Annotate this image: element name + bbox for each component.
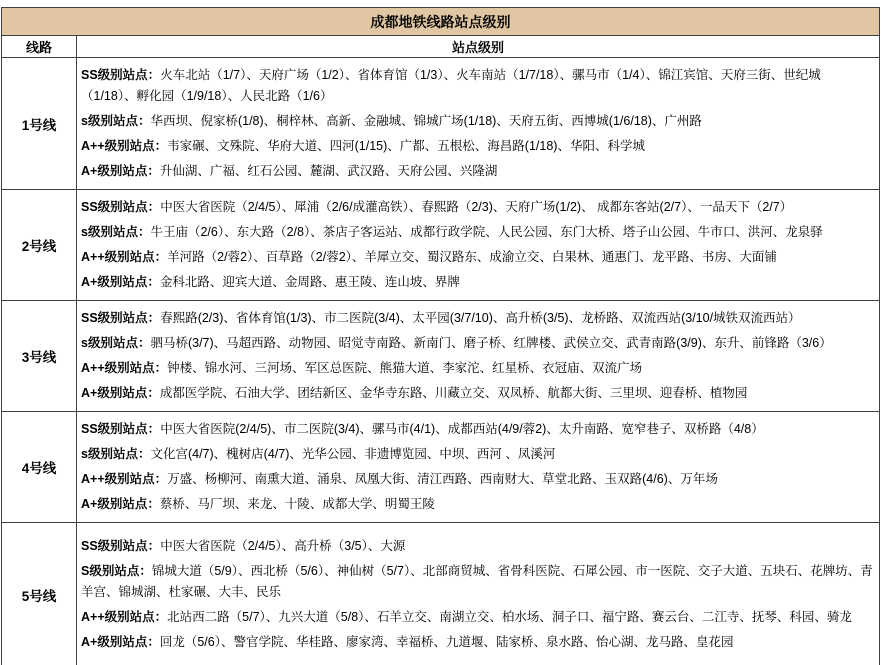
level-label: SS级别站点： — [81, 422, 161, 436]
station-list: 成都医学院、石油大学、团结新区、金华寺东路、川藏立交、双凤桥、航都大街、三里坝、迎春桥、植物园 — [159, 386, 748, 400]
line1-stations-cell — [77, 58, 880, 190]
line4-stations-cell — [77, 412, 880, 523]
level-group — [81, 308, 873, 329]
level-label: A+级别站点： — [81, 497, 160, 511]
level-group — [81, 607, 873, 628]
line5-stations-cell — [77, 523, 880, 665]
table-row-line3 — [2, 301, 880, 412]
level-group — [81, 197, 873, 218]
level-group — [81, 272, 873, 293]
level-label: A+级别站点： — [81, 635, 160, 649]
level-label: SS级别站点： — [81, 311, 161, 325]
table-title-row — [2, 8, 880, 36]
station-list: 韦家碾、文殊院、华府大道、四河(1/15)、广都、五根松、海昌路(1/18)、华阳、科学城 — [167, 139, 645, 153]
station-list: 北站西二路（5/7）、九兴大道（5/8）、石羊立交、南湖立交、柏水场、洞子口、福宁路、赛云台、二江寺、抚琴、科园、骑龙 — [167, 610, 852, 624]
table-title: 成都地铁线路站点级别 — [2, 8, 880, 36]
level-label: A+级别站点： — [81, 275, 160, 289]
level-group — [81, 136, 873, 157]
level-group — [81, 358, 873, 379]
level-label: SS级别站点： — [81, 200, 161, 214]
column-header-line: 线路 — [2, 36, 77, 58]
station-list: 万盛、杨柳河、南熏大道、涌泉、凤凰大街、清江西路、西南财大、草堂北路、玉双路(4/6)、万年场 — [167, 472, 718, 486]
level-label: S级别站点： — [81, 564, 152, 578]
level-label: s级别站点： — [81, 336, 151, 350]
line2-stations-cell — [77, 190, 880, 301]
level-label: s级别站点： — [81, 447, 151, 461]
table-row-line1 — [2, 58, 880, 190]
level-group — [81, 419, 873, 440]
line-name-3: 3号线 — [2, 301, 77, 412]
line3-stations-cell — [77, 301, 880, 412]
line-name-1: 1号线 — [2, 58, 77, 190]
level-group — [81, 444, 873, 465]
station-list: 金科北路、迎宾大道、金周路、惠王陵、连山坡、界牌 — [159, 275, 460, 289]
level-label: A++级别站点： — [81, 250, 168, 264]
level-label: A+级别站点： — [81, 386, 160, 400]
level-group — [81, 161, 873, 182]
station-list: 中医大省医院(2/4/5)、市二医院(3/4)、骡马市(4/1)、成都西站(4/9/蓉2)、太升南路、宽窄巷子、双桥路（4/8） — [160, 422, 764, 436]
level-label: A++级别站点： — [81, 361, 168, 375]
station-list: 升仙湖、广福、红石公园、麓湖、武汉路、天府公园、兴隆湖 — [159, 164, 498, 178]
line-name-4: 4号线 — [2, 412, 77, 523]
station-list: 羊河路（2/蓉2）、百草路（2/蓉2）、羊犀立交、蜀汉路东、成渝立交、白果林、通惠门、龙平路、书房、大面铺 — [167, 250, 777, 264]
level-group — [81, 494, 873, 515]
station-list: 蔡桥、马厂坝、来龙、十陵、成都大学、明蜀王陵 — [159, 497, 435, 511]
level-label: A++级别站点： — [81, 139, 168, 153]
level-group — [81, 536, 873, 557]
level-group — [81, 632, 873, 653]
station-list: 牛王庙（2/6）、东大路（2/8）、茶店子客运站、成都行政学院、人民公园、东门大桥、塔子山公园、牛市口、洪河、龙泉驿 — [150, 225, 823, 239]
level-label: A+级别站点： — [81, 164, 160, 178]
level-label: SS级别站点： — [81, 539, 161, 553]
level-group — [81, 561, 873, 603]
level-group — [81, 383, 873, 404]
table-row-line5 — [2, 523, 880, 665]
station-list: 锦城大道（5/9）、西北桥（5/6）、神仙树（5/7）、北部商贸城、省骨科医院、石犀公园、市一医院、交子大道、五块石、花牌坊、青羊宫、锦城湖、杜家碾、大丰、民乐 — [81, 564, 873, 599]
level-group — [81, 333, 873, 354]
table-row-line2 — [2, 190, 880, 301]
level-label: A++级别站点： — [81, 610, 168, 624]
station-list: 春熙路(2/3)、省体育馆(1/3)、市二医院(3/4)、太平园(3/7/10)、高升桥(3/5)、龙桥路、双流西站(3/10/城铁双流西站） — [160, 311, 801, 325]
level-label: s级别站点： — [81, 114, 151, 128]
table-header-row — [2, 36, 880, 58]
level-group — [81, 111, 873, 132]
station-list: 文化宫(4/7)、槐树店(4/7)、光华公园、非遗博览园、中坝、西河 、凤溪河 — [150, 447, 556, 461]
station-list: 回龙（5/6）、警官学院、华桂路、廖家湾、幸福桥、九道堰、陆家桥、泉水路、怡心湖、龙马路、皇花园 — [159, 635, 734, 649]
level-label: A++级别站点： — [81, 472, 168, 486]
level-group — [81, 469, 873, 490]
level-group — [81, 65, 873, 107]
station-list: 中医大省医院（2/4/5）、高升桥（3/5）、大源 — [160, 539, 406, 553]
table-row-line4 — [2, 412, 880, 523]
level-group — [81, 222, 873, 243]
station-list: 火车北站（1/7）、天府广场（1/2）、省体育馆（1/3）、火车南站（1/7/18）、骡马市（1/4）、锦江宾馆、天府三街、世纪城（1/18）、孵化园（1/9/18）、人民北路（1/6） — [81, 68, 821, 103]
level-group — [81, 247, 873, 268]
column-header-level: 站点级别 — [77, 36, 880, 58]
station-list: 驷马桥(3/7)、马超西路、动物园、昭觉寺南路、新南门、磨子桥、红牌楼、武侯立交、武青南路(3/9)、东升、前锋路（3/6） — [150, 336, 832, 350]
metro-station-level-table — [1, 7, 880, 665]
line-name-2: 2号线 — [2, 190, 77, 301]
level-label: s级别站点： — [81, 225, 151, 239]
line-name-5: 5号线 — [2, 523, 77, 665]
level-label: SS级别站点： — [81, 68, 161, 82]
station-list: 中医大省医院（2/4/5）、犀浦（2/6/成灌高铁）、春熙路（2/3)、天府广场(1/2)、 成都东客站(2/7）、一品天下（2/7） — [160, 200, 793, 214]
station-list: 华西坝、倪家桥(1/8)、桐梓林、高新、金融城、锦城广场(1/18)、天府五街、西博城(1/6/18)、广州路 — [150, 114, 702, 128]
station-list: 钟楼、锦水河、三河场、军区总医院、熊猫大道、李家沱、红星桥、衣冠庙、双流广场 — [167, 361, 643, 375]
